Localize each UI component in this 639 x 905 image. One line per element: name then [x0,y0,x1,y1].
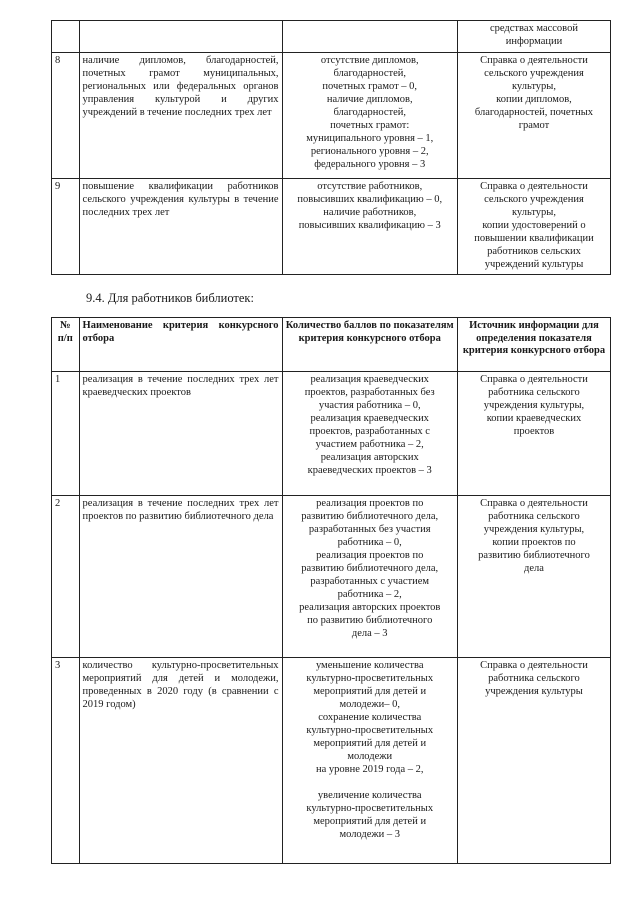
cell-line: благодарностей, почетных [474,107,594,118]
cell-line: копии удостоверений о [482,220,586,231]
cell-line: почетных грамот: [330,120,410,131]
cell-line: мероприятий для детей и [313,816,427,827]
cell-line: благодарностей, [333,68,406,79]
points-cell [282,372,457,496]
cell-line: культурно-просветительных [306,803,434,814]
source-cell [457,53,610,179]
cell-line: Справка о деятельности [480,55,588,66]
cell-line: повысивших квалификацию – 3 [298,220,441,231]
points-cell [282,53,457,179]
cell-line: реализация авторских [320,452,419,463]
source-cell [457,496,610,658]
cell-line: учреждения культуры, [483,524,585,535]
criterion-cell [79,21,282,53]
criterion-cell: наличие дипломов, благодарностей, почетных грамот муниципальных, региональных или федеральных органов управления культурой и других учреждений в течение последних трех лет [79,53,282,179]
cell-line: развитию библиотечного [478,550,590,561]
row-number [52,21,80,53]
cell-line: грамот [518,120,550,131]
cell-line: учреждения культуры, [483,400,585,411]
cell-line: молодежи– 0, [339,699,401,710]
cell-line: средствах массовой [490,23,578,34]
cell-line: работников сельских [487,246,581,257]
cell-line: проектов, разработанных с [309,426,430,437]
cell-line: почетных грамот – 0, [322,81,418,92]
cell-line: работника сельского [488,511,580,522]
row-number: 9 [52,179,80,275]
source-cell [457,21,610,53]
cell-line: участием работника – 2, [315,439,424,450]
criterion-cell: повышение квалификации работников сельского учреждения культуры в течение последних трех лет [79,179,282,275]
cell-line: культурно-просветительных [306,725,434,736]
cell-line: федерального уровня – 3 [314,159,426,170]
points-cell [282,658,457,864]
cell-line: развитию библиотечного дела, [301,563,439,574]
cell-line: работника сельского [488,387,580,398]
cell-line: повышении квалификации [474,233,594,244]
cell-line: проектов [513,426,555,437]
points-cell [282,179,457,275]
cell-line: копии проектов по [492,537,576,548]
row-number: 1 [52,372,80,496]
header-source: Источник информации для определения показателя критерия конкурсного отбора [457,318,610,372]
cell-line: культуры, [511,81,556,92]
cell-line: на уровне 2019 года – 2, [315,764,424,775]
cell-line: дела – 3 [351,628,388,639]
source-cell [457,372,610,496]
table-row [52,179,611,275]
header-criterion: Наименование критерия конкурсного отбора [79,318,282,372]
cell-line: реализация краеведческих [310,413,429,424]
cell-line: участия работника – 0, [318,400,421,411]
section-title: 9.4. Для работников библиотек: [86,291,254,305]
row-number: 3 [52,658,80,864]
table-row [52,53,611,179]
cell-line: молодежи [347,751,393,762]
cell-line: реализация авторских проектов [299,602,441,613]
cell-line: регионального уровня – 2, [310,146,429,157]
points-cell [282,21,457,53]
cell-line: сельского учреждения [484,194,584,205]
cell-line: работника – 2, [337,589,402,600]
cell-line: разработанных с участием [310,576,430,587]
cell-line: муниципального уровня – 1, [306,133,434,144]
source-cell [457,658,610,864]
cell-line: реализация проектов по [316,550,424,561]
cell-line: по развитию библиотечного [307,615,433,626]
cell-line: повысивших квалификацию – 0, [297,194,443,205]
row-number: 8 [52,53,80,179]
criterion-cell: количество культурно-просветительных мероприятий для детей и молодежи, проведенных в 2020 году (в сравнении с 2019 годом) [79,658,282,864]
table-row [52,496,611,658]
cell-line: реализация проектов по [316,498,424,509]
criterion-cell: реализация в течение последних трех лет проектов по развитию библиотечного дела [79,496,282,658]
cell-line: благодарностей, [333,107,406,118]
cell-line: культурно-просветительных [306,673,434,684]
cell-line: мероприятий для детей и [313,738,427,749]
cell-line: уменьшение количества [315,660,424,671]
cell-line: работника – 0, [337,537,402,548]
cell-line: сохранение количества [318,712,422,723]
cell-line: Справка о деятельности [480,181,588,192]
cell-line: работника сельского [488,673,580,684]
table-row [52,372,611,496]
cell-line: наличие работников, [323,207,417,218]
criteria-table-continued [51,20,611,275]
cell-line: краеведческих проектов – 3 [307,465,432,476]
table-header-row [52,318,611,372]
table-row [52,21,611,53]
cell-line: учреждений культуры [484,259,584,270]
cell-line: сельского учреждения [484,68,584,79]
cell-line: дела [524,563,544,574]
cell-line: Справка о деятельности [480,498,588,509]
header-number: № п/п [52,318,80,372]
cell-line: мероприятий для детей и [313,686,427,697]
criterion-cell: реализация в течение последних трех лет краеведческих проектов [79,372,282,496]
cell-line: разработанных без участия [308,524,431,535]
points-cell [282,496,457,658]
cell-line: молодежи – 3 [339,829,401,840]
row-number: 2 [52,496,80,658]
cell-line: проектов, разработанных без [304,387,435,398]
header-points: Количество баллов по показателям критерия конкурсного отбора [282,318,457,372]
cell-line: отсутствие работников, [317,181,423,192]
cell-line [286,776,454,789]
cell-line: отсутствие дипломов, [320,55,419,66]
cell-line: Справка о деятельности [480,660,588,671]
table-row [52,658,611,864]
cell-line: копии дипломов, [496,94,572,105]
cell-line: культуры, [511,207,556,218]
source-cell [457,179,610,275]
cell-line: учреждения культуры [485,686,583,697]
cell-line: копии краеведческих [486,413,582,424]
cell-line: развитию библиотечного дела, [301,511,439,522]
cell-line: Справка о деятельности [480,374,588,385]
cell-line: наличие дипломов, [326,94,413,105]
cell-line: увеличение количества [317,790,422,801]
library-criteria-table [51,317,611,864]
cell-line: информации [505,36,563,47]
cell-line: реализация краеведческих [310,374,429,385]
